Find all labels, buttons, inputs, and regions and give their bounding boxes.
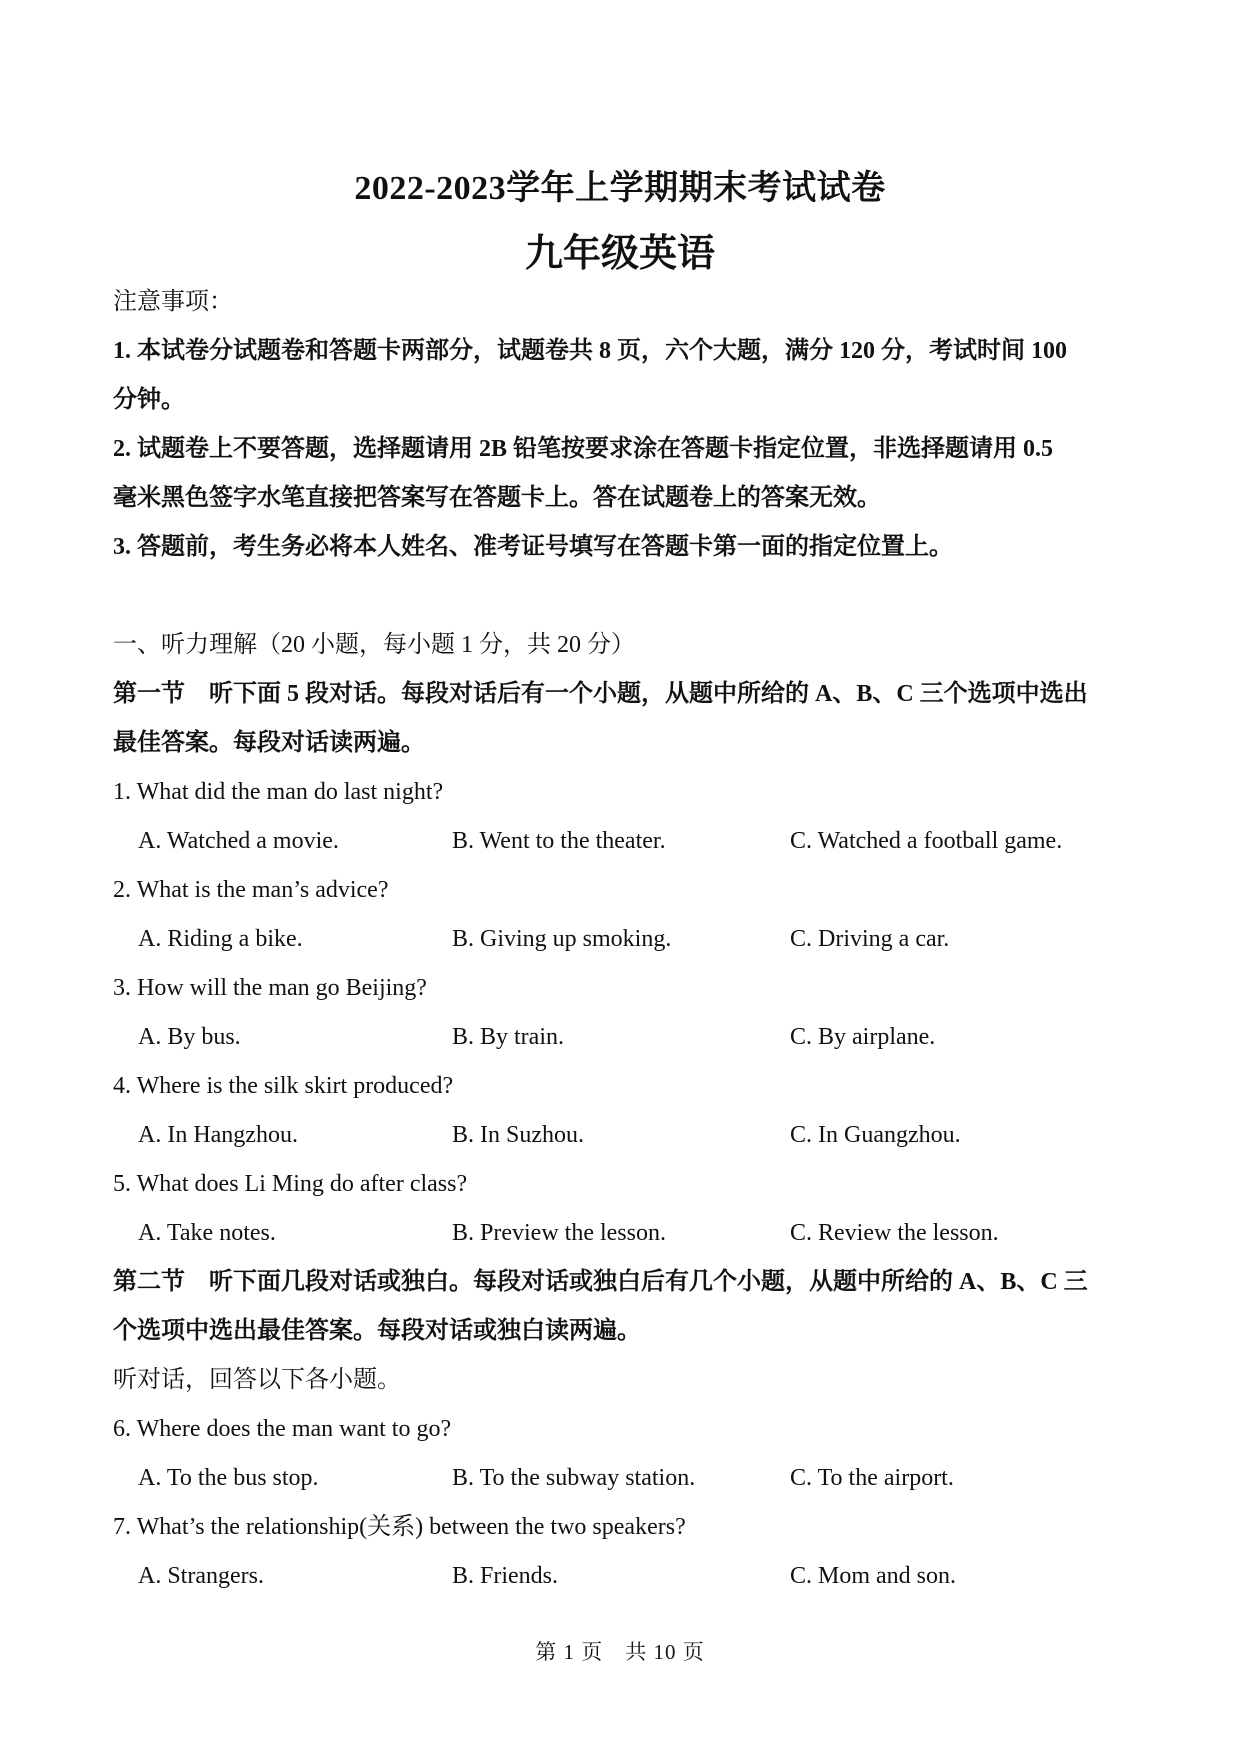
question-5: 5. What does Li Ming do after class? bbox=[113, 1171, 468, 1197]
question-6-option-a: A. To the bus stop. bbox=[138, 1465, 319, 1491]
question-7-option-a: A. Strangers. bbox=[138, 1563, 264, 1589]
page-footer: 第 1 页 共 10 页 bbox=[535, 1640, 705, 1664]
notice-item-3: 3. 答题前，考生务必将本人姓名、准考证号填写在答题卡第一面的指定位置上。 bbox=[113, 534, 953, 560]
question-1-option-a: A. Watched a movie. bbox=[138, 828, 339, 854]
notice-item-2-line-2: 毫米黑色签字水笔直接把答案写在答题卡上。答在试题卷上的答案无效。 bbox=[113, 485, 881, 511]
section2-instructions-line-2: 个选项中选出最佳答案。每段对话或独白读两遍。 bbox=[113, 1318, 641, 1344]
question-4: 4. Where is the silk skirt produced? bbox=[113, 1073, 454, 1099]
question-1-option-c: C. Watched a football game. bbox=[790, 828, 1063, 854]
notice-item-1-line-1: 1. 本试卷分试题卷和答题卡两部分，试题卷共 8 页，六个大题，满分 120 分，考试时间 100 bbox=[113, 338, 1067, 364]
question-3-option-a: A. By bus. bbox=[138, 1024, 241, 1050]
exam-subtitle: 九年级英语 bbox=[524, 233, 715, 275]
question-5-option-a: A. Take notes. bbox=[138, 1220, 276, 1246]
section1-instructions-line-2: 最佳答案。每段对话读两遍。 bbox=[113, 730, 425, 756]
question-7-option-c: C. Mom and son. bbox=[790, 1563, 957, 1589]
part1-heading: 一、听力理解（20 小题，每小题 1 分，共 20 分） bbox=[113, 632, 635, 658]
question-2-option-a: A. Riding a bike. bbox=[138, 926, 303, 952]
question-6-option-c: C. To the airport. bbox=[790, 1465, 954, 1491]
question-2-option-c: C. Driving a car. bbox=[790, 926, 950, 952]
notice-item-1-line-2: 分钟。 bbox=[113, 387, 185, 413]
dialogue-intro: 听对话，回答以下各小题。 bbox=[113, 1367, 401, 1393]
question-7-option-b: B. Friends. bbox=[452, 1563, 559, 1589]
question-2: 2. What is the man’s advice? bbox=[113, 877, 389, 903]
question-1: 1. What did the man do last night? bbox=[113, 779, 444, 805]
question-6: 6. Where does the man want to go? bbox=[113, 1416, 452, 1442]
notice-heading: 注意事项： bbox=[113, 289, 233, 315]
question-5-option-c: C. Review the lesson. bbox=[790, 1220, 999, 1246]
question-4-option-a: A. In Hangzhou. bbox=[138, 1122, 298, 1148]
question-5-option-b: B. Preview the lesson. bbox=[452, 1220, 666, 1246]
question-3-option-c: C. By airplane. bbox=[790, 1024, 936, 1050]
question-4-option-b: B. In Suzhou. bbox=[452, 1122, 584, 1148]
question-3-option-b: B. By train. bbox=[452, 1024, 564, 1050]
section2-instructions-line-1: 第二节 听下面几段对话或独白。每段对话或独白后有几个小题，从题中所给的 A、B、C 三 bbox=[113, 1269, 1088, 1295]
question-6-option-b: B. To the subway station. bbox=[452, 1465, 696, 1491]
section1-instructions-line-1: 第一节 听下面 5 段对话。每段对话后有一个小题，从题中所给的 A、B、C 三个选项中选出 bbox=[113, 681, 1088, 707]
exam-title: 2022-2023学年上学期期末考试试卷 bbox=[354, 170, 886, 207]
question-7: 7. What’s the relationship(关系) between the two speakers? bbox=[113, 1514, 686, 1540]
notice-item-2-line-1: 2. 试题卷上不要答题，选择题请用 2B 铅笔按要求涂在答题卡指定位置，非选择题请用 0.5 bbox=[113, 436, 1054, 462]
question-4-option-c: C. In Guangzhou. bbox=[790, 1122, 961, 1148]
question-2-option-b: B. Giving up smoking. bbox=[452, 926, 672, 952]
question-1-option-b: B. Went to the theater. bbox=[452, 828, 666, 854]
question-3: 3. How will the man go Beijing? bbox=[113, 975, 427, 1001]
